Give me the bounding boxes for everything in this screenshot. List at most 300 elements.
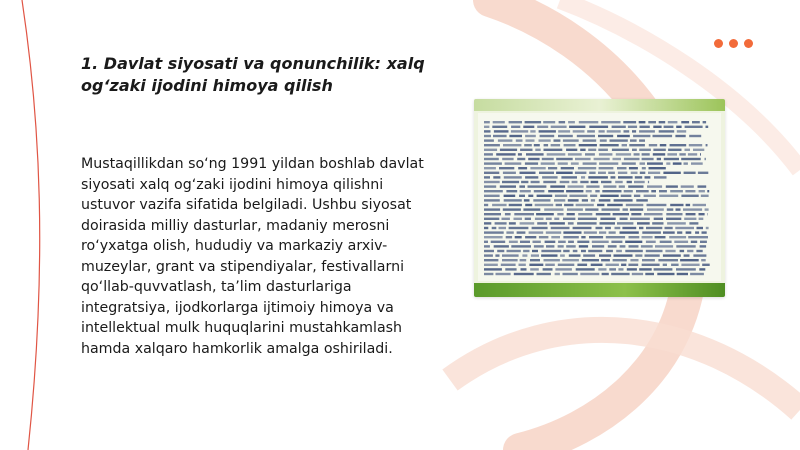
scanned-text-fragment [523, 250, 529, 252]
scanned-text-fragment [691, 241, 697, 243]
scanned-text-fragment [484, 167, 496, 169]
scanned-text-fragment [648, 121, 656, 123]
scanned-text-fragment [625, 250, 643, 252]
scanned-text-fragment [681, 264, 699, 266]
scanned-text-fragment [520, 241, 530, 243]
scanned-text-fragment [502, 181, 519, 183]
scanned-text-fragment [586, 190, 592, 192]
scanned-text-fragment [599, 167, 614, 169]
scanned-text-fragment [699, 213, 705, 215]
scanned-text-fragment [687, 250, 693, 252]
scanned-text-fragment [677, 273, 688, 275]
scanned-text-fragment [614, 199, 633, 201]
scanned-text-fragment [583, 139, 597, 141]
scanned-text-fragment [696, 250, 702, 252]
scanned-text-fragment [581, 250, 586, 252]
scanned-text-fragment [519, 264, 526, 266]
scanned-text-fragment [491, 241, 506, 243]
scanned-text-fragment [689, 222, 698, 224]
scanned-text-fragment [700, 153, 701, 155]
scanned-text-fragment [607, 130, 621, 132]
scanned-text-fragment [691, 162, 703, 164]
scanned-text-fragment [498, 139, 513, 141]
scanned-text-fragment [665, 250, 675, 252]
scanned-text-fragment [514, 218, 523, 220]
scanned-text-fragment [612, 149, 629, 151]
scanned-text-fragment [663, 254, 681, 256]
scanned-text-fragment [562, 259, 579, 261]
scanned-text-fragment [606, 236, 625, 238]
scanned-text-fragment [546, 245, 554, 247]
scanned-text-fragment [503, 208, 521, 210]
scanned-text-fragment [630, 259, 638, 261]
scanned-text-fragment [578, 167, 596, 169]
scanned-text-fragment [634, 195, 640, 197]
scanned-text-fragment [616, 153, 631, 155]
scanned-text-fragment [575, 172, 587, 174]
scanned-text-fragment [540, 135, 555, 137]
scanned-text-fragment [484, 190, 503, 192]
scanned-text-fragment [700, 241, 707, 243]
scanned-text-fragment [681, 121, 689, 123]
scanned-text-fragment [601, 121, 620, 123]
scanned-text-fragment [502, 259, 518, 261]
scanned-text-fragment [680, 259, 699, 261]
scanned-text-fragment [632, 130, 636, 132]
scanned-text-fragment [519, 185, 525, 187]
scanned-text-fragment [642, 264, 660, 266]
scanned-text-fragment [501, 264, 516, 266]
scanned-text-fragment [695, 231, 699, 233]
scanned-text-fragment [500, 185, 516, 187]
scanned-text-fragment [639, 227, 643, 229]
scanned-text-fragment [522, 254, 527, 256]
scanned-text-fragment [493, 176, 500, 178]
scanned-text-fragment [705, 158, 706, 160]
scanned-text-fragment [667, 153, 677, 155]
scanned-text-fragment [676, 268, 696, 270]
scanned-text-fragment [541, 250, 561, 252]
scanned-text-fragment [588, 176, 608, 178]
scanned-text-fragment [537, 273, 551, 275]
scanned-text-fragment [579, 245, 588, 247]
scanned-text-fragment [580, 181, 588, 183]
scanned-text-fragment [639, 130, 655, 132]
scanned-text-fragment [534, 245, 544, 247]
scanned-text-fragment [541, 162, 555, 164]
scanned-text-fragment [646, 241, 656, 243]
scanned-text-fragment [557, 213, 563, 215]
scanned-text-fragment [506, 236, 512, 238]
scanned-text-fragment [630, 218, 650, 220]
scanned-text-fragment [554, 218, 559, 220]
scanned-text-fragment [543, 121, 555, 123]
scanned-text-fragment [530, 268, 539, 270]
scanned-text-fragment [502, 254, 519, 256]
scanned-text-fragment [698, 185, 707, 187]
scanned-text-fragment [503, 172, 516, 174]
scanned-text-fragment [509, 204, 522, 206]
scanned-text-fragment [495, 254, 499, 256]
scanned-text-fragment [629, 236, 640, 238]
scanned-text-fragment [554, 199, 565, 201]
scanned-text-fragment [519, 195, 525, 197]
scanned-text-fragment [686, 213, 696, 215]
scanned-text-fragment [701, 195, 709, 197]
scanned-text-fragment [484, 199, 500, 201]
scanned-text-fragment [558, 241, 566, 243]
scanned-text-fragment [484, 162, 502, 164]
scanned-text-fragment [629, 167, 638, 169]
scanned-text-fragment [642, 158, 654, 160]
scanned-text-fragment [579, 121, 599, 123]
scanned-text-fragment [569, 195, 587, 197]
scanned-text-fragment [671, 264, 679, 266]
scanned-text-fragment [567, 213, 575, 215]
scanned-text-fragment [525, 135, 536, 137]
scanned-text-fragment [675, 135, 685, 137]
scanned-text-fragment [484, 268, 502, 270]
scanned-text-fragment [666, 213, 682, 215]
scanned-text-fragment [539, 139, 551, 141]
scanned-text-fragment [514, 273, 534, 275]
scanned-text-fragment [665, 227, 673, 229]
scanned-text-fragment [535, 149, 540, 151]
scanned-text-fragment [559, 121, 566, 123]
scanned-text-fragment [589, 236, 603, 238]
scanned-text-fragment [642, 167, 646, 169]
scanned-text-fragment [645, 176, 651, 178]
scanned-text-fragment [511, 245, 531, 247]
scanned-text-fragment [551, 144, 561, 146]
scanned-text-fragment [629, 144, 645, 146]
scanned-text-fragment [676, 245, 695, 247]
scanned-text-fragment [569, 254, 581, 256]
scanned-text-fragment [578, 213, 592, 215]
scanned-text-fragment [583, 254, 595, 256]
scanned-text-fragment [555, 273, 560, 275]
scanned-text-fragment [621, 264, 626, 266]
scanned-text-fragment [493, 121, 505, 123]
scanned-text-fragment [600, 195, 619, 197]
scanned-text-fragment [536, 213, 554, 215]
scanned-text-fragment [591, 181, 599, 183]
scanned-text-fragment [621, 195, 632, 197]
scanned-text-fragment [558, 264, 575, 266]
scanned-text-fragment [566, 245, 576, 247]
scanned-text-fragment [657, 158, 661, 160]
scanned-text-fragment [631, 172, 638, 174]
scanned-text-fragment [669, 236, 686, 238]
scanned-text-fragment [659, 130, 675, 132]
scanned-text-fragment [685, 126, 703, 128]
scanned-text-fragment [609, 231, 616, 233]
scanned-text-fragment [567, 208, 583, 210]
scanned-text-fragment [693, 149, 704, 151]
scanned-text-fragment [585, 208, 598, 210]
scanned-text-fragment [502, 218, 510, 220]
scanned-text-fragment [537, 126, 548, 128]
scanned-text-fragment [610, 139, 628, 141]
scanned-text-fragment [503, 144, 521, 146]
scanned-text-fragment [528, 158, 539, 160]
document-scan-image [474, 99, 725, 297]
scanned-text-fragment [546, 218, 552, 220]
scanned-text-fragment [601, 181, 612, 183]
scanned-text-fragment [496, 153, 515, 155]
scanned-text-fragment [640, 172, 646, 174]
scanned-text-fragment [680, 250, 685, 252]
scanned-text-fragment [644, 195, 656, 197]
scanned-text-fragment [603, 185, 616, 187]
scanned-text-fragment [524, 144, 532, 146]
scanned-text-fragment [551, 126, 567, 128]
scanned-text-fragment [618, 172, 627, 174]
scanned-text-fragment [701, 259, 706, 261]
scanned-text-fragment [699, 218, 704, 220]
scanned-text-fragment [612, 126, 626, 128]
scanned-text-fragment [663, 172, 680, 174]
scanned-text-fragment [703, 121, 707, 123]
scanned-text-fragment [613, 259, 627, 261]
scanned-text-fragment [592, 245, 604, 247]
scanned-text-fragment [613, 158, 622, 160]
scanned-text-fragment [637, 222, 650, 224]
scanned-text-fragment [594, 158, 610, 160]
scanned-text-fragment [543, 181, 556, 183]
scanned-text-fragment [620, 245, 626, 247]
scanned-text-fragment [525, 162, 538, 164]
scanned-text-fragment [592, 241, 609, 243]
scanned-text-fragment [645, 273, 654, 275]
scanned-text-fragment [511, 130, 528, 132]
scanned-text-fragment [554, 139, 561, 141]
scanned-text-fragment [611, 176, 616, 178]
scanned-text-fragment [641, 245, 653, 247]
scanned-text-fragment [609, 268, 616, 270]
scanned-text-fragment [563, 231, 581, 233]
scanned-text-fragment [681, 195, 698, 197]
scanned-text-fragment [588, 250, 602, 252]
scanned-text-fragment [564, 144, 576, 146]
scanned-text-fragment [539, 172, 554, 174]
scanned-text-fragment [563, 250, 569, 252]
scanned-text-fragment [523, 208, 540, 210]
scanned-text-fragment [576, 268, 595, 270]
scanned-text-fragment [628, 185, 643, 187]
scanned-text-fragment [560, 254, 565, 256]
scanned-text-fragment [484, 149, 497, 151]
scanned-text-fragment [509, 135, 522, 137]
scanned-text-fragment [596, 227, 603, 229]
scanned-text-fragment [499, 167, 514, 169]
scanned-text-fragment [702, 231, 707, 233]
scanned-text-fragment [599, 162, 618, 164]
scanned-text-fragment [509, 222, 516, 224]
scanned-text-fragment [563, 218, 575, 220]
scanned-text-fragment [544, 259, 560, 261]
scanned-text-fragment [598, 268, 606, 270]
scanned-text-fragment [619, 185, 625, 187]
scanned-text-fragment [639, 139, 645, 141]
scanned-text-fragment [525, 204, 532, 206]
scanned-text-fragment [539, 130, 556, 132]
scanned-text-fragment [555, 268, 572, 270]
scanned-text-fragment [571, 162, 579, 164]
scanned-text-fragment [608, 245, 617, 247]
scanned-text-fragment [649, 144, 657, 146]
scanned-text-fragment [525, 121, 542, 123]
scanned-text-fragment [506, 190, 517, 192]
scanned-text-fragment [634, 153, 640, 155]
scanned-text-fragment [551, 227, 570, 229]
decorative-dots [714, 39, 753, 48]
scanned-text-fragment [660, 144, 667, 146]
scanned-text-fragment [681, 185, 694, 187]
scanned-text-fragment [670, 204, 683, 206]
scanned-text-fragment [600, 139, 607, 141]
scanned-text-fragment [653, 149, 665, 151]
scanned-text-fragment [495, 222, 507, 224]
scanned-text-fragment [500, 149, 517, 151]
scanned-text-fragment [548, 167, 557, 169]
scanned-text-fragment [535, 204, 554, 206]
scanned-text-fragment [582, 259, 599, 261]
scanned-text-fragment [523, 126, 534, 128]
scanned-text-fragment [580, 273, 599, 275]
scanned-text-fragment [632, 273, 643, 275]
scanned-text-fragment [633, 135, 650, 137]
scanned-text-fragment [530, 130, 535, 132]
scanned-text-fragment [484, 213, 501, 215]
scanned-text-fragment [611, 241, 622, 243]
scanned-text-fragment [707, 190, 709, 192]
scanned-text-fragment [543, 268, 553, 270]
scanned-text-fragment [545, 241, 556, 243]
scanned-text-fragment [484, 254, 493, 256]
scanned-text-fragment [657, 273, 674, 275]
scanned-text-fragment [599, 130, 605, 132]
scanned-text-fragment [642, 236, 653, 238]
scanned-text-fragment [556, 158, 573, 160]
scanned-text-fragment [679, 153, 685, 155]
scanned-text-fragment [591, 264, 603, 266]
scanned-text-fragment [484, 264, 498, 266]
scanned-text-fragment [644, 213, 663, 215]
scanned-text-fragment [600, 144, 619, 146]
scanned-text-fragment [484, 158, 499, 160]
scanned-text-fragment [493, 135, 507, 137]
scanned-text-fragment [509, 241, 518, 243]
scanned-text-fragment [530, 167, 545, 169]
scanned-text-fragment [515, 236, 522, 238]
scanned-text-fragment [484, 218, 499, 220]
scanned-text-fragment [684, 162, 688, 164]
scanned-text-fragment [693, 204, 706, 206]
scanned-text-fragment [504, 176, 522, 178]
scanned-text-fragment [579, 144, 597, 146]
scanned-text-fragment [573, 250, 578, 252]
scanned-text-fragment [520, 190, 531, 192]
scanned-text-fragment [542, 176, 558, 178]
scanned-text-fragment [563, 273, 578, 275]
scanned-text-fragment [667, 208, 674, 210]
scanned-text-fragment [652, 222, 663, 224]
scanned-text-fragment [573, 227, 592, 229]
scanned-text-fragment [705, 208, 709, 210]
scanned-text-fragment [659, 190, 667, 192]
scanned-text-fragment [568, 121, 575, 123]
scanned-text-fragment [531, 181, 540, 183]
scanned-text-fragment [551, 236, 560, 238]
scanned-text-fragment [615, 227, 621, 229]
scanned-text-fragment [599, 153, 613, 155]
scanned-text-fragment [698, 172, 708, 174]
scanned-text-fragment [684, 218, 696, 220]
scanned-text-fragment [640, 162, 646, 164]
dot-icon [714, 39, 723, 48]
scanned-text-fragment [529, 231, 544, 233]
scanned-text-fragment [517, 158, 525, 160]
scanned-text-fragment [615, 181, 623, 183]
scanned-text-fragment [563, 236, 578, 238]
scanned-text-fragment [606, 264, 619, 266]
scanned-text-fragment [548, 190, 564, 192]
scanned-text-fragment [659, 195, 678, 197]
scanned-text-fragment [583, 162, 597, 164]
scanned-text-fragment [653, 153, 665, 155]
scanned-text-fragment [484, 227, 488, 229]
scanned-text-fragment [706, 126, 709, 128]
scanned-text-fragment [586, 185, 599, 187]
scanned-text-fragment [506, 231, 513, 233]
scanned-text-fragment [617, 135, 630, 137]
scanned-text-fragment [628, 264, 638, 266]
scanned-text-fragment [630, 139, 637, 141]
scanned-text-fragment [558, 245, 564, 247]
scanned-text-fragment [484, 144, 500, 146]
scanned-text-fragment [624, 158, 640, 160]
scanned-text-fragment [556, 204, 562, 206]
scanned-text-fragment [521, 268, 527, 270]
scanned-text-fragment [639, 149, 651, 151]
scanned-text-fragment [494, 245, 509, 247]
scanned-text-fragment [564, 204, 573, 206]
scanned-text-fragment [653, 135, 673, 137]
scanned-text-fragment [605, 227, 611, 229]
scanned-text-fragment [706, 144, 708, 146]
scanned-text-fragment [563, 139, 579, 141]
scanned-text-fragment [607, 204, 623, 206]
scanned-text-fragment [539, 236, 549, 238]
scanned-text-fragment [484, 273, 493, 275]
scanned-text-fragment [532, 250, 538, 252]
scanned-text-fragment [561, 176, 577, 178]
scanned-text-fragment [608, 172, 615, 174]
scanned-text-fragment [627, 268, 637, 270]
scanned-text-fragment [647, 185, 662, 187]
scanned-text-fragment [558, 162, 568, 164]
scanned-text-fragment [693, 254, 706, 256]
scanned-text-fragment [566, 190, 583, 192]
scanned-text-fragment [673, 162, 682, 164]
scanned-text-fragment [598, 149, 608, 151]
scanned-text-fragment [674, 241, 688, 243]
scanned-text-fragment [573, 130, 585, 132]
scanned-text-fragment [600, 222, 616, 224]
scanned-text-fragment [580, 149, 585, 151]
scanned-text-fragment [670, 144, 687, 146]
